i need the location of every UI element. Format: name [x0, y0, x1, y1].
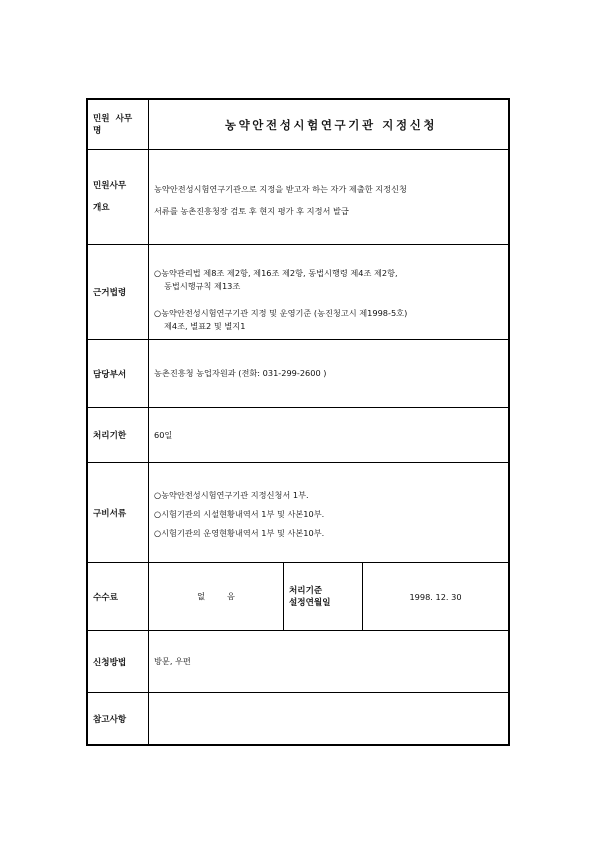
- document-item: ○농약안전성시험연구기관 지정신청서 1부.: [154, 490, 309, 500]
- label-overview-line2: 개요: [93, 203, 110, 213]
- overview-value: [149, 150, 508, 244]
- notes-value: [149, 693, 508, 744]
- processing-period-value: [149, 408, 508, 462]
- label-standard-date: [284, 563, 363, 630]
- row-overview: [88, 150, 508, 245]
- legal-item1-line1: ○농약관리법 제8조 제2항, 제16조 제2항, 동법시행령 제4조 제2항,: [154, 268, 398, 278]
- application-method-text: 방문, 우편: [154, 656, 191, 666]
- label-affair-name: [88, 100, 149, 149]
- label-required-documents: 구비서류: [88, 463, 149, 562]
- label-notes: 참고사항: [88, 693, 149, 744]
- form-title: 농약안전성시험연구기관 지정신청: [224, 117, 438, 132]
- row-processing-period: [88, 408, 508, 463]
- overview-line2: 서류를 농촌진흥청장 검토 후 현지 평가 후 지정서 발급: [154, 206, 349, 216]
- row-required-documents: [88, 463, 508, 563]
- row-notes: [88, 693, 508, 744]
- processing-period-text: 60일: [154, 429, 173, 440]
- label-application-method: 신청방법: [88, 631, 149, 692]
- notes-text: [154, 693, 508, 744]
- label-fee: 수수료: [88, 563, 149, 630]
- legal-basis-value: [149, 245, 508, 339]
- label-affair-name-line1: 민원 사무: [93, 113, 133, 124]
- document-item: ○시험기관의 운영현황내역서 1부 및 사본10부.: [154, 528, 325, 538]
- row-fee: [88, 563, 508, 631]
- standard-date-value: 1998. 12. 30: [409, 591, 462, 602]
- legal-item2-line1: ○농약안전성시험연구기관 지정 및 운영기준 (농진청고시 제1998-5호): [154, 308, 408, 318]
- label-legal-basis: 근거법령: [88, 245, 149, 339]
- label-department: 담당부서: [88, 340, 149, 407]
- department-value: [149, 340, 508, 407]
- row-department: [88, 340, 508, 408]
- row-legal-basis: [88, 245, 508, 340]
- row-affair-name: [88, 100, 508, 150]
- label-overview-line1: 민원사무: [93, 181, 127, 191]
- label-overview: [88, 150, 149, 244]
- required-documents-value: [149, 463, 508, 562]
- legal-item1-line2: 동법시행규칙 제13조: [164, 281, 241, 291]
- document-item: ○시험기관의 시설현황내역서 1부 및 사본10부.: [154, 509, 325, 519]
- civil-affairs-form: [86, 98, 510, 746]
- label-processing-period: 처리기한: [88, 408, 149, 462]
- label-standard-date-line2: 설정연월일: [289, 597, 331, 608]
- label-affair-name-line2: 명: [93, 125, 102, 136]
- label-standard-date-line1: 처리기준: [289, 585, 323, 596]
- application-method-value: [149, 631, 508, 692]
- fee-value: 없음: [149, 563, 284, 630]
- row-application-method: [88, 631, 508, 693]
- legal-item2-line2: 제4조, 별표2 및 별지1: [164, 321, 246, 331]
- department-text: 농촌진흥청 농업자원과 (전화: 031-299-2600 ): [154, 368, 327, 378]
- overview-line1: 농약안전성시험연구기관으로 지정을 받고자 하는 자가 제출한 지정신청: [154, 184, 407, 194]
